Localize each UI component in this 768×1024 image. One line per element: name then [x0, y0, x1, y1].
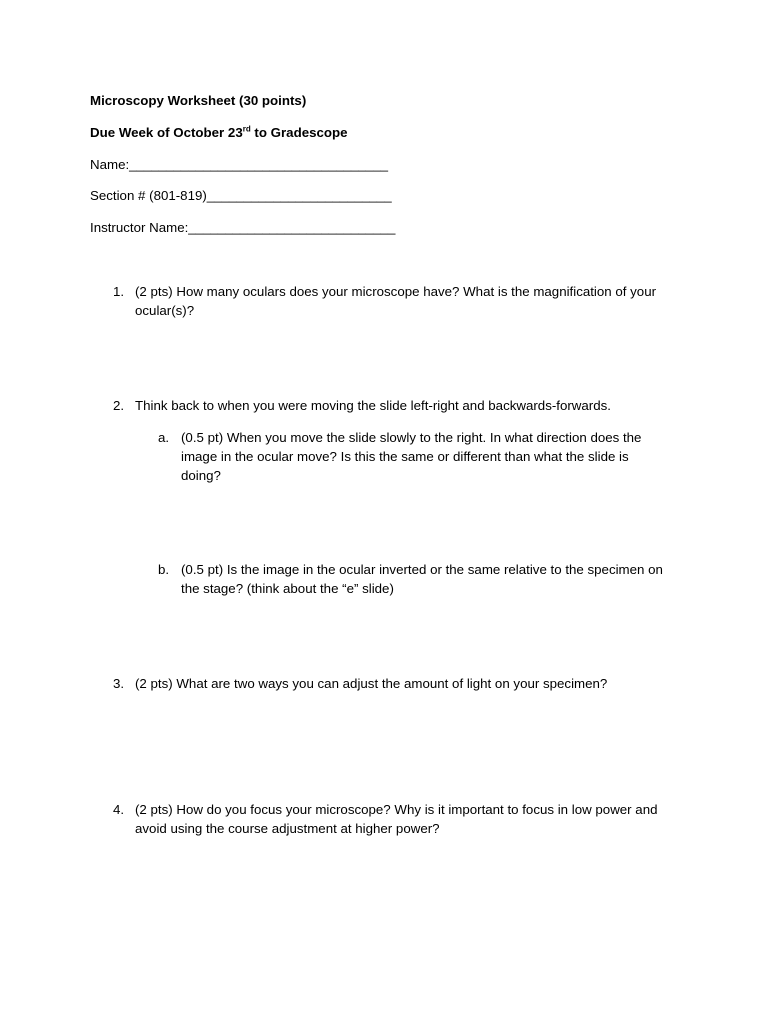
section-field[interactable]: Section # (801-819)_________________________: [90, 188, 392, 203]
worksheet-title: Microscopy Worksheet (30 points): [90, 93, 307, 108]
question-number: 3.: [113, 676, 125, 691]
subquestion-text: (0.5 pt) When you move the slide slowly to the right. In what direction does the image in the ocular move? Is this the same or different than what the slide is doing?: [181, 430, 642, 483]
question-text: (2 pts) How do you focus your microscope? Why is it important to focus in low power and avoid using the course adjustment at higher power?: [135, 802, 658, 836]
question-text: (2 pts) What are two ways you can adjust the amount of light on your specimen?: [135, 676, 608, 691]
question-text: Think back to when you were moving the slide left-right and backwards-forwards.: [135, 398, 611, 413]
instructor-field[interactable]: Instructor Name:____________________________: [90, 220, 396, 235]
due-date-prefix: Due Week of October 23: [90, 125, 243, 140]
question-number: 1.: [113, 284, 125, 299]
question-number: 2.: [113, 398, 125, 413]
question-number: 4.: [113, 802, 125, 817]
subquestion-text: (0.5 pt) Is the image in the ocular inverted or the same relative to the specimen on the stage? (think about the “e” slide): [181, 562, 663, 596]
subquestion-letter: b.: [158, 562, 170, 577]
question-text: (2 pts) How many oculars does your microscope have? What is the magnification of your ocular(s)?: [135, 284, 657, 318]
due-date-suffix: to Gradescope: [250, 125, 348, 140]
due-date: [90, 123, 348, 142]
due-date-ordinal: rd: [242, 124, 251, 134]
name-field[interactable]: Name:___________________________________: [90, 157, 388, 172]
subquestion-letter: a.: [158, 430, 170, 445]
